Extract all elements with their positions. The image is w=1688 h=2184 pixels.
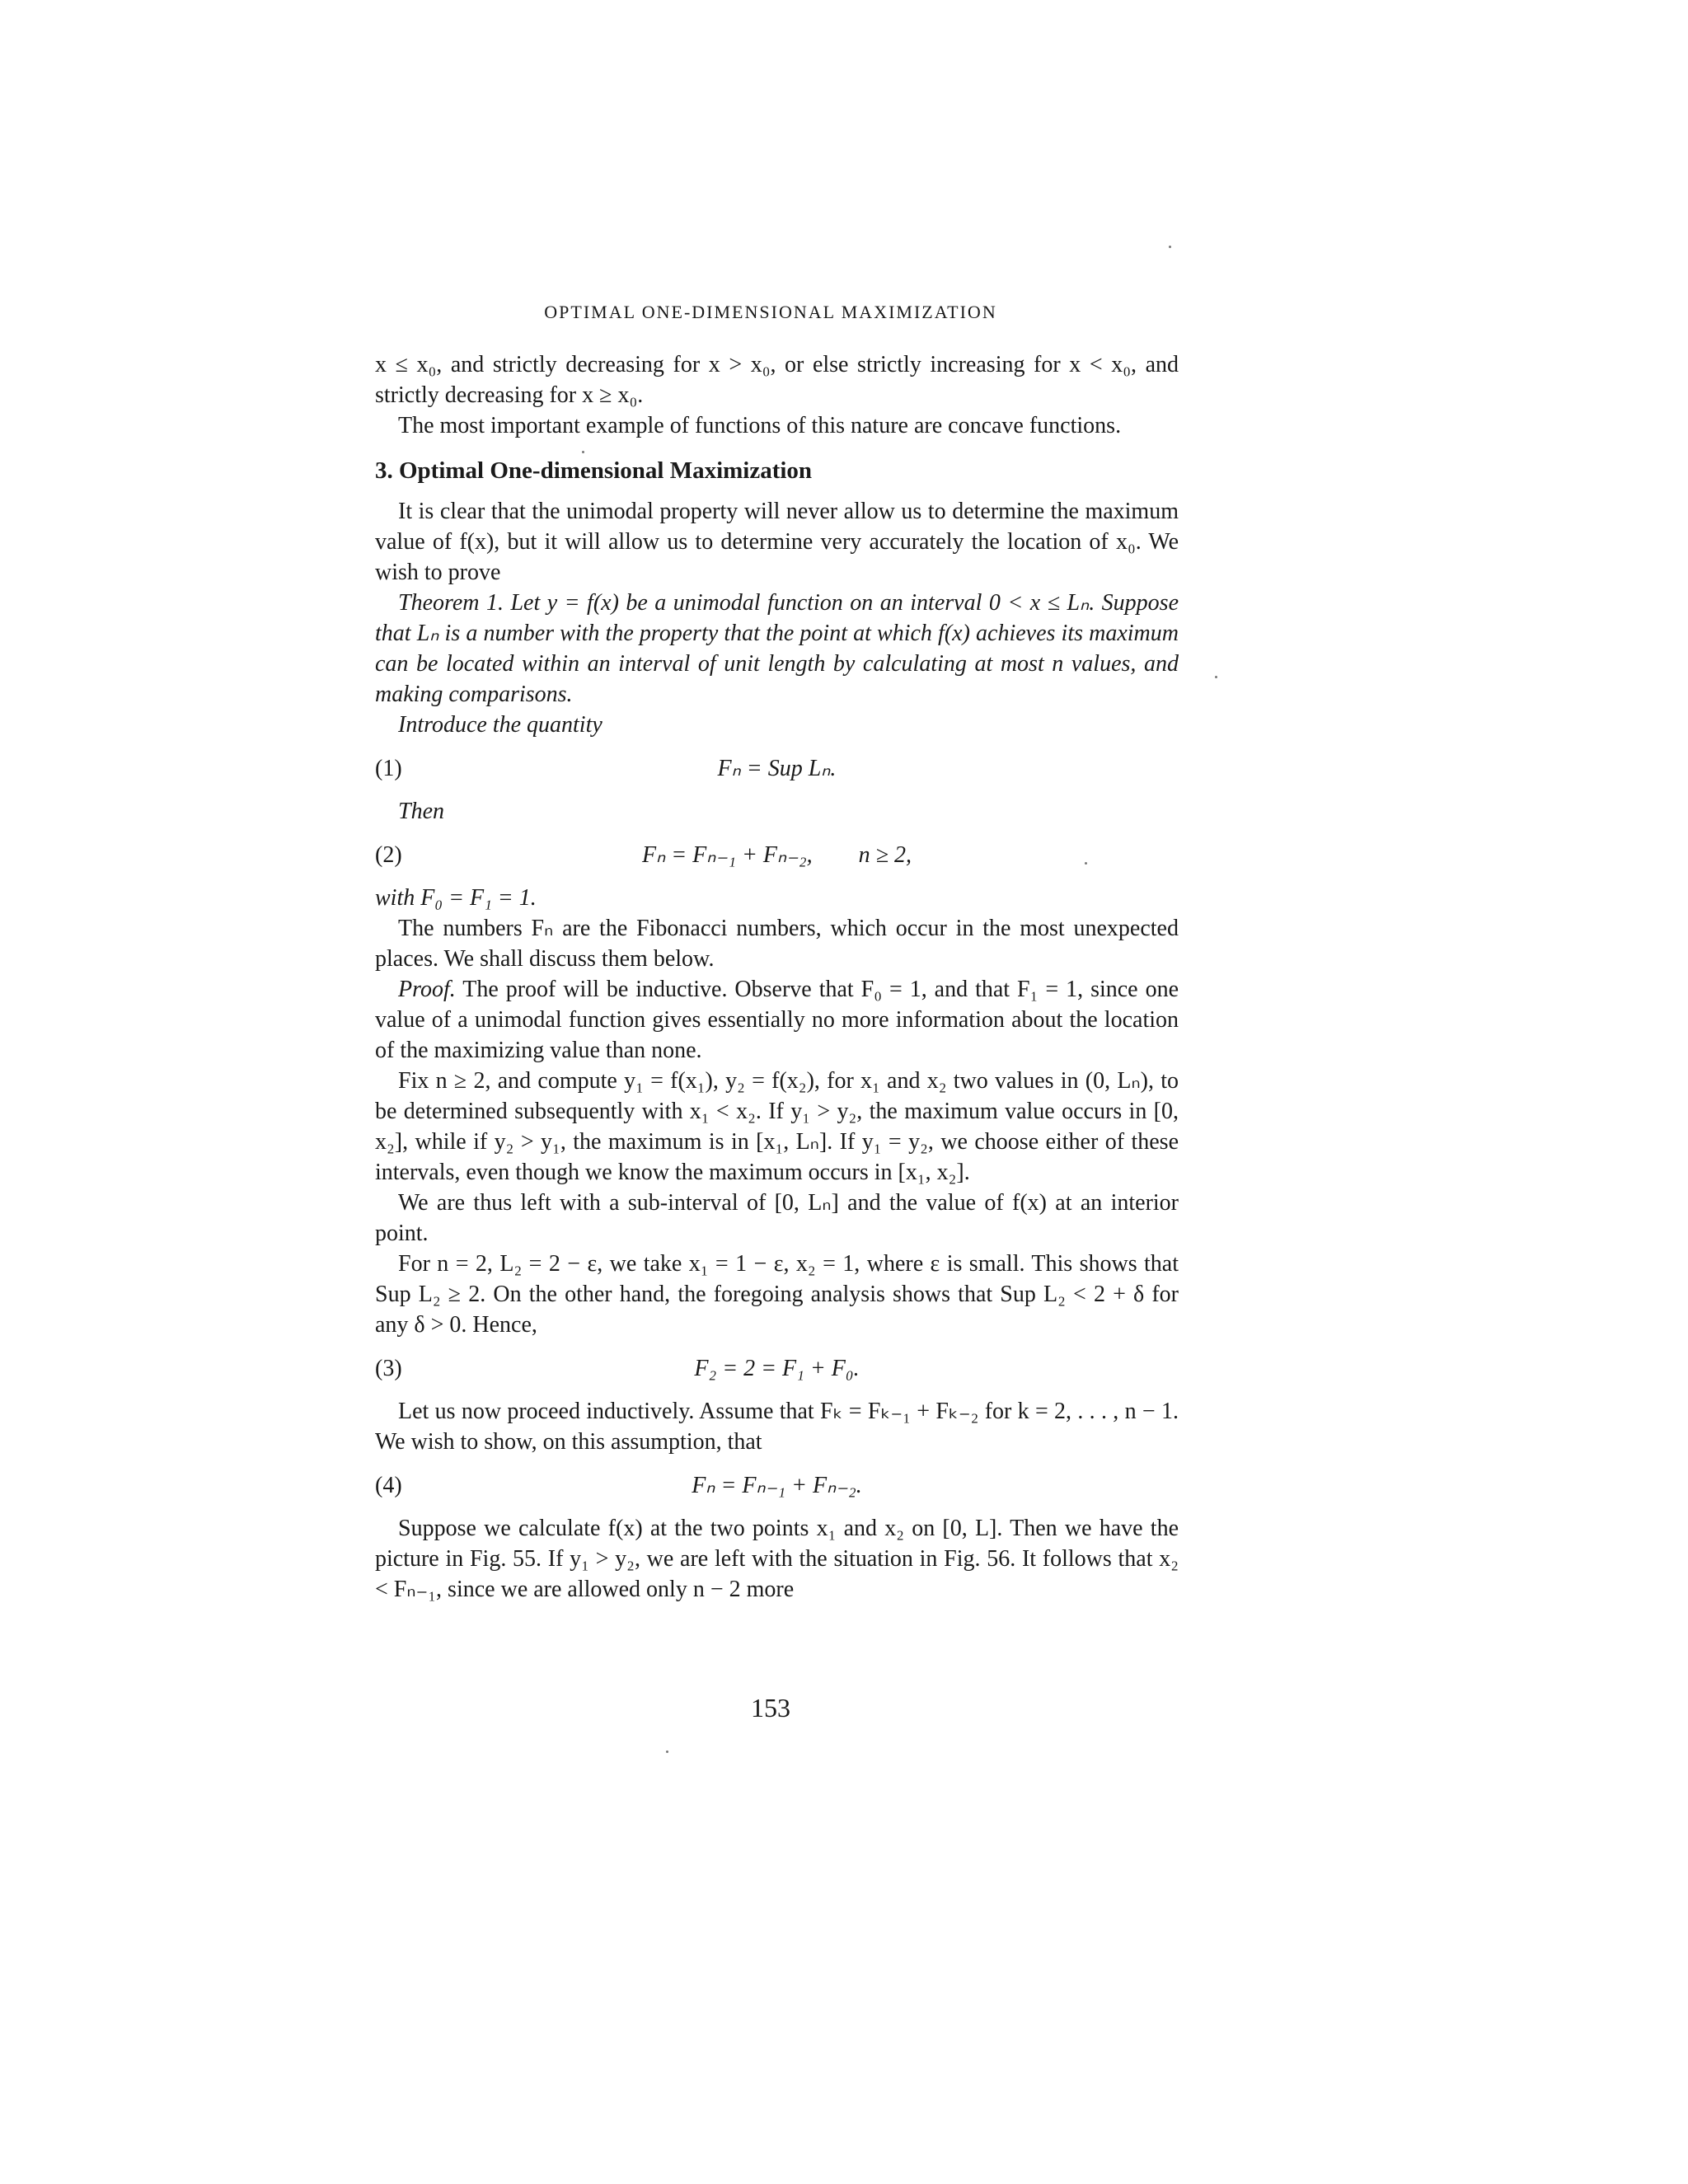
paragraph-unimodal: It is clear that the unimodal property will never allow us to determine the maximum value of f(x), but it will allow us to determine very accurately the location of x₀. We wish to prove	[375, 499, 1179, 585]
scan-speck	[666, 1750, 668, 1753]
equation-4	[375, 1460, 1179, 1510]
equation-2	[375, 830, 1179, 879]
proof-label: Proof.	[398, 977, 456, 1002]
theorem-label: Theorem 1.	[398, 590, 504, 616]
equation-number: (3)	[375, 1356, 402, 1381]
then-label: Then	[398, 799, 444, 824]
equation-body: F₂ = 2 = F₁ + F₀.	[694, 1356, 860, 1381]
equation-number: (2)	[375, 842, 402, 868]
initial-conditions: with F₀ = F₁ = 1.	[375, 885, 537, 911]
page-number: 153	[751, 1693, 790, 1722]
proof-paragraph	[375, 974, 1179, 1066]
equation-number: (1)	[375, 756, 402, 781]
equation-body: Fₙ = Fₙ₋₁ + Fₙ₋₂.	[692, 1473, 862, 1498]
equation-body: Fₙ = Sup Lₙ.	[717, 756, 837, 781]
paragraph-suppose: Suppose we calculate f(x) at the two points x₁ and x₂ on [0, L]. Then we have the picture in Fig. 55. If y₁ > y₂, we are left with the situation in Fig. 56. It follows that x₂ < Fₙ₋₁, since we are allowed only n − 2 more	[375, 1516, 1179, 1602]
theorem-text: Let y = f(x) be a unimodal function on an interval 0 < x ≤ Lₙ. Suppose that Lₙ is a number with the property that the point at which f(x) achieves its maximum can be located within an interval of unit length by calculating at most n values, and making comparisons.	[375, 590, 1179, 707]
section-heading: 3. Optimal One-dimensional Maximization	[375, 457, 813, 484]
paragraph-concave: The most important example of functions of this nature are concave functions.	[398, 413, 1122, 438]
theorem-1	[375, 588, 1179, 710]
scan-speck	[1215, 676, 1217, 678]
equation-number: (4)	[375, 1473, 402, 1498]
paragraph-subinterval: We are thus left with a sub-interval of [0, Lₙ] and the value of f(x) at an interior point.	[375, 1190, 1179, 1246]
paragraph-continuation: x ≤ x₀, and strictly decreasing for x > x₀, or else strictly increasing for x < x₀, and strictly decreasing for x ≥ x₀.	[375, 352, 1179, 408]
proof-text: The proof will be inductive. Observe that F₀ = 1, and that F₁ = 1, since one value of a unimodal function gives essentially no more information about the location of the maximizing value than none.	[375, 977, 1179, 1063]
paragraph-n-equals-2: For n = 2, L₂ = 2 − ε, we take x₁ = 1 − ε, x₂ = 1, where ε is small. This shows that Sup L₂ ≥ 2. On the other hand, the foregoing analysis shows that Sup L₂ < 2 + δ for any δ > 0. Hence,	[375, 1251, 1179, 1338]
equation-body: Fₙ = Fₙ₋₁ + Fₙ₋₂, n ≥ 2,	[642, 842, 912, 868]
equation-1	[375, 743, 1179, 793]
running-head: OPTIMAL ONE-DIMENSIONAL MAXIMIZATION	[544, 302, 997, 322]
paragraph-fibonacci: The numbers Fₙ are the Fibonacci numbers, which occur in the most unexpected places. We shall discuss them below.	[375, 916, 1179, 972]
scan-speck	[582, 451, 584, 453]
equation-3	[375, 1343, 1179, 1393]
paragraph-fix-n: Fix n ≥ 2, and compute y₁ = f(x₁), y₂ = f(x₂), for x₁ and x₂ two values in (0, Lₙ), to be determined subsequently with x₁ < x₂. If y₁ > y₂, the maximum value occurs in [0, x₂], while if y₂ > y₁, the maximum is in [x₁, Lₙ]. If y₁ = y₂, we choose either of these intervals, even though we know the maximum occurs in [x₁, x₂].	[375, 1068, 1179, 1185]
scan-speck	[1169, 246, 1171, 248]
paragraph-inductive: Let us now proceed inductively. Assume that Fₖ = Fₖ₋₁ + Fₖ₋₂ for k = 2, . . . , n − 1. We wish to show, on this assumption, that	[375, 1399, 1179, 1455]
scan-speck	[1085, 862, 1087, 865]
intro-quantity: Introduce the quantity	[398, 712, 603, 738]
text-column	[375, 349, 1179, 1605]
